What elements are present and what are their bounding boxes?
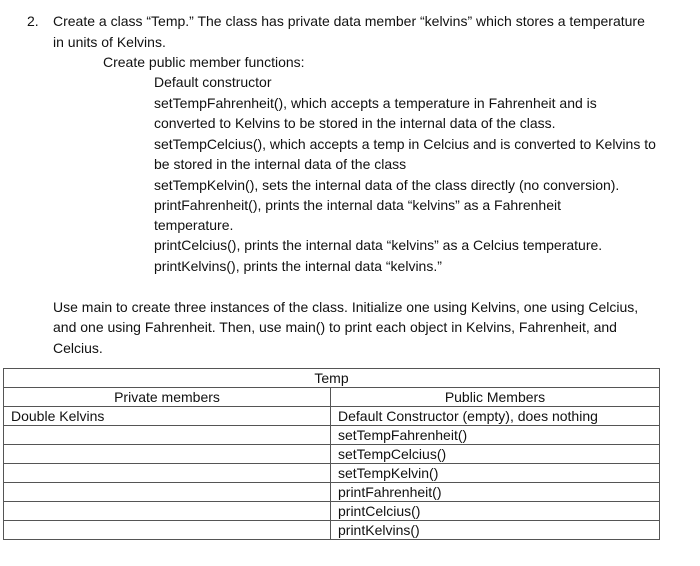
private-member-cell [4, 426, 331, 445]
table-title-row [4, 369, 660, 388]
private-member-cell [4, 502, 331, 521]
main-instructions-line-1: Use main to create three instances of the class. Initialize one using Kelvins, one using Celcius, [53, 299, 639, 315]
function-line: setTempCelcius(), which accepts a temp in Celcius and is converted to Kelvins to [154, 136, 656, 152]
public-member-cell: setTempKelvin() [331, 464, 660, 483]
table-row [4, 407, 660, 426]
table-header-row [4, 388, 660, 407]
private-member-cell [4, 464, 331, 483]
function-line: temperature. [154, 217, 234, 233]
class-diagram-table [3, 368, 660, 540]
public-member-cell: printCelcius() [331, 502, 660, 521]
function-line: printKelvins(), prints the internal data “kelvins.” [154, 258, 442, 274]
private-member-cell [4, 483, 331, 502]
class-name-cell: Temp [4, 369, 660, 388]
main-instructions-line-2: and one using Fahrenheit. Then, use main() to print each object in Kelvins, Fahrenheit, and [53, 319, 617, 335]
question-text-line-1: Create a class “Temp.” The class has private data member “kelvins” which stores a temperature [53, 13, 645, 29]
main-instructions-line-3: Celcius. [53, 340, 103, 356]
function-line: setTempKelvin(), sets the internal data of the class directly (no conversion). [154, 177, 620, 193]
question-text-line-2: in units of Kelvins. [53, 34, 166, 50]
public-members-header: Public Members [331, 388, 660, 407]
question-number: 2. [27, 13, 39, 29]
private-member-cell [4, 445, 331, 464]
function-line: setTempFahrenheit(), which accepts a temperature in Fahrenheit and is [154, 95, 597, 111]
public-member-cell: setTempFahrenheit() [331, 426, 660, 445]
table-row [4, 464, 660, 483]
public-member-cell: Default Constructor (empty), does nothing [331, 407, 660, 426]
public-member-cell: printKelvins() [331, 521, 660, 540]
private-member-cell [4, 521, 331, 540]
public-functions-intro: Create public member functions: [103, 54, 305, 70]
table-row [4, 483, 660, 502]
function-line: converted to Kelvins to be stored in the internal data of the class. [154, 115, 556, 131]
function-line: be stored in the internal data of the class [154, 156, 407, 172]
public-member-cell: printFahrenheit() [331, 483, 660, 502]
private-member-cell: Double Kelvins [4, 407, 331, 426]
table-row [4, 445, 660, 464]
function-line: printCelcius(), prints the internal data “kelvins” as a Celcius temperature. [154, 237, 603, 253]
table-row [4, 521, 660, 540]
function-line: Default constructor [154, 74, 272, 90]
private-members-header: Private members [4, 388, 331, 407]
function-line: printFahrenheit(), prints the internal data “kelvins” as a Fahrenheit [154, 197, 561, 213]
public-member-cell: setTempCelcius() [331, 445, 660, 464]
table-row [4, 426, 660, 445]
table-row [4, 502, 660, 521]
